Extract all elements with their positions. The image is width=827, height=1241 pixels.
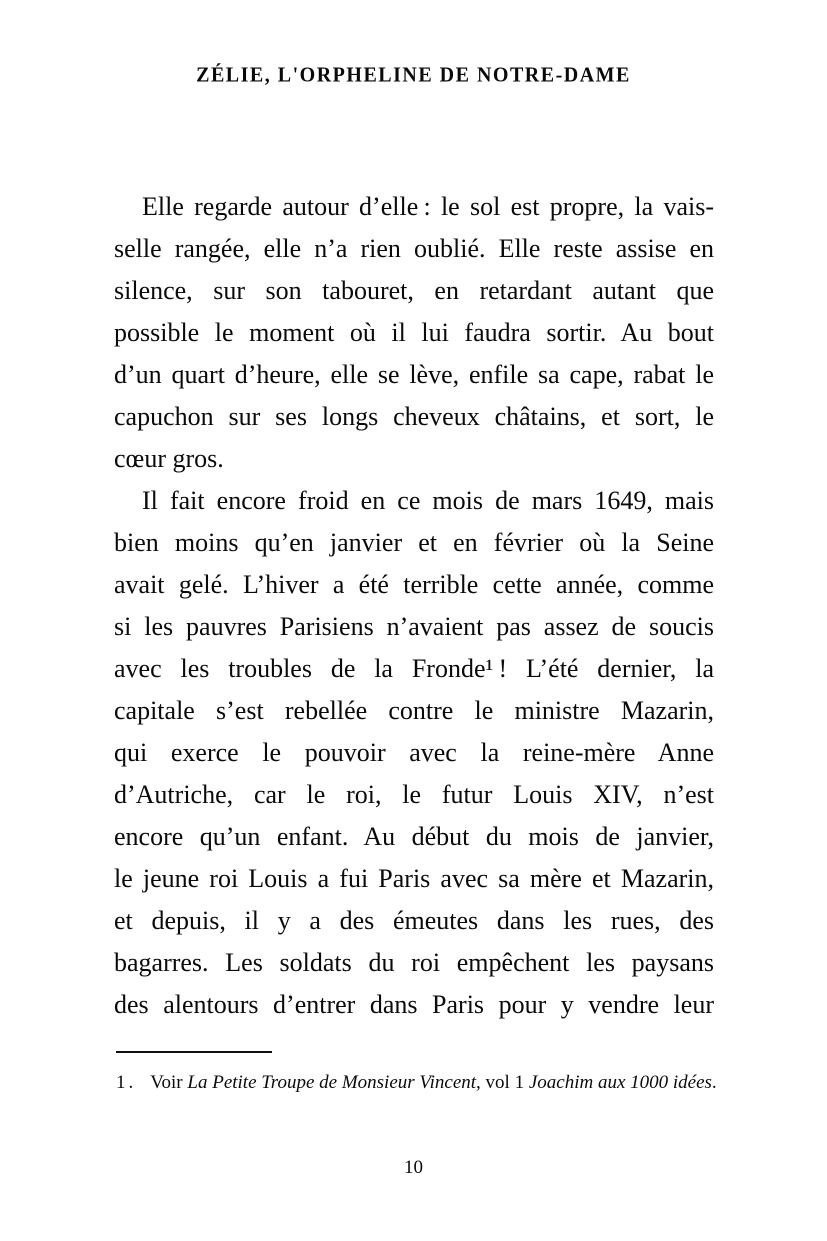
footnote-rule — [116, 1051, 272, 1053]
footnote-book-title: La Petite Troupe de Monsieur Vincent — [187, 1072, 477, 1093]
footnote-text-segment: , vol 1 — [476, 1072, 529, 1093]
text-line: qui exerce le pouvoir avec la reine-mère Anne — [114, 738, 714, 767]
body-text — [114, 186, 714, 1026]
paragraph — [114, 186, 714, 480]
footnote-marker: 1. — [116, 1072, 137, 1093]
text-line: le jeune roi Louis a fui Paris avec sa mère et Mazarin, — [114, 864, 714, 893]
text-line: selle rangée, elle n’a rien oublié. Elle reste assise en — [114, 234, 714, 263]
page-number: 10 — [404, 1157, 423, 1178]
text-line: Il fait encore froid en ce mois de mars 1649, mais — [142, 486, 714, 515]
text-line: silence, sur son tabouret, en retardant autant que — [114, 276, 714, 305]
text-line: capuchon sur ses longs cheveux châtains, et sort, le — [114, 402, 714, 431]
text-line: d’un quart d’heure, elle se lève, enfile sa cape, rabat le — [114, 360, 714, 389]
paragraph — [114, 480, 714, 1026]
footnote-text-segment: . — [711, 1072, 717, 1093]
text-line: avec les troubles de la Fronde¹ ! L’été dernier, la — [114, 654, 714, 683]
text-line: avait gelé. L’hiver a été terrible cette année, comme — [114, 570, 714, 599]
text-line: bagarres. Les soldats du roi empêchent les paysans — [114, 948, 714, 977]
text-line: Elle regarde autour d’elle : le sol est propre, la vais- — [142, 192, 714, 221]
footnote-text — [150, 1072, 716, 1093]
footnote — [116, 1070, 816, 1096]
text-line: capitale s’est rebellée contre le ministre Mazarin, — [114, 696, 714, 725]
text-line: bien moins qu’en janvier et en février où la Seine — [114, 528, 714, 557]
text-line: des alentours d’entrer dans Paris pour y vendre leur — [114, 990, 714, 1019]
text-line: cœur gros. — [114, 444, 224, 473]
text-line: et depuis, il y a des émeutes dans les rues, des — [114, 906, 714, 935]
footnote-book-title: Joachim aux 1000 idées — [528, 1072, 712, 1093]
text-line: d’Autriche, car le roi, le futur Louis XIV, n’est — [114, 780, 714, 809]
text-line: encore qu’un enfant. Au début du mois de janvier, — [114, 822, 714, 851]
text-line: si les pauvres Parisiens n’avaient pas assez de soucis — [114, 612, 714, 641]
footnote-text-segment: Voir — [150, 1072, 188, 1093]
running-header: ZÉLIE, L'ORPHELINE DE NOTRE-DAME — [196, 63, 631, 87]
text-line: possible le moment où il lui faudra sortir. Au bout — [114, 318, 714, 347]
